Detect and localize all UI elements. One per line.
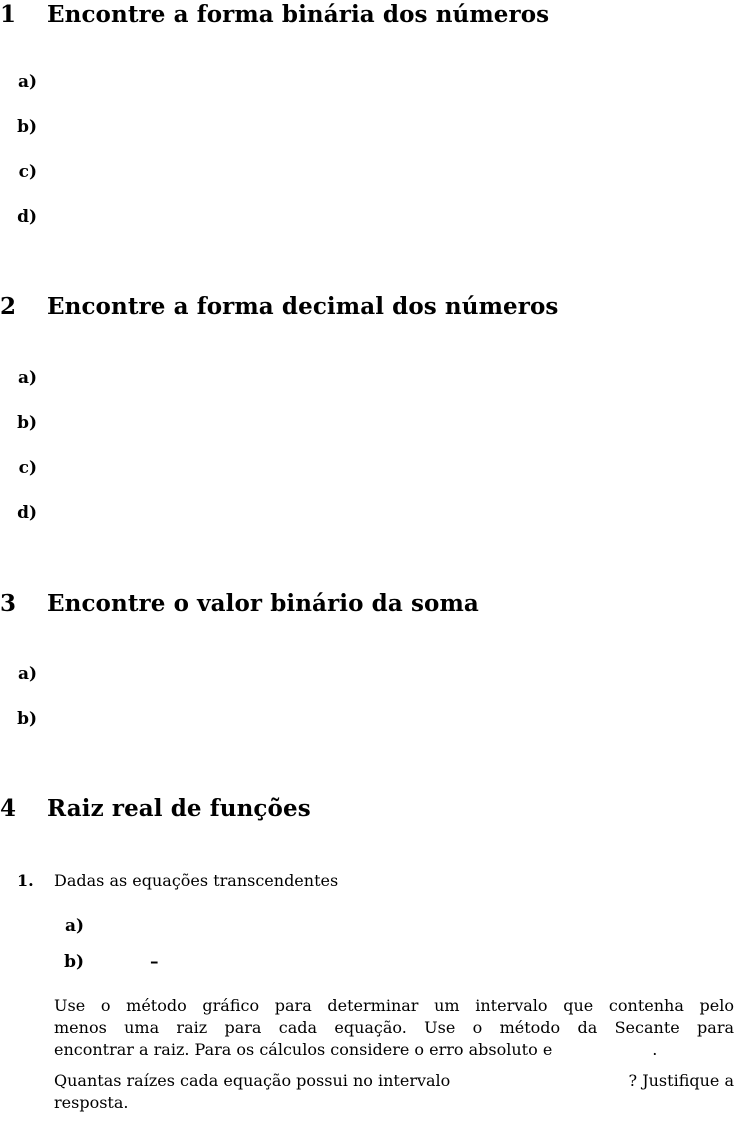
paragraph-2-line-2: resposta. (54, 1093, 129, 1112)
section-1-item-a: a) (17, 72, 37, 92)
paragraph-2-line-1 (54, 1070, 734, 1092)
paragraph-1-line-2: menos uma raiz para cada equação. Use o método da Secante para (54, 1018, 734, 1037)
question-4-1-paragraph-1 (54, 995, 734, 1061)
section-2-item-d: d) (17, 503, 37, 523)
section-4-heading (0, 794, 311, 824)
question-4-1-subitem-a: a) (64, 916, 84, 936)
section-3-item-a: a) (17, 664, 37, 684)
paragraph-1-line-1: Use o método gráfico para determinar um intervalo que contenha pelo (54, 996, 734, 1015)
question-4-1-paragraph-2 (54, 1070, 734, 1114)
paragraph-1-line-3-end: . (652, 1040, 658, 1059)
section-4-number: 4 (0, 795, 17, 822)
question-4-1-number: 1. (17, 871, 34, 890)
section-1-number: 1 (0, 1, 17, 28)
section-1-title: Encontre a forma binária dos números (47, 1, 550, 28)
section-3-item-b: b) (17, 709, 37, 729)
section-1-heading (0, 0, 549, 30)
section-2-title: Encontre a forma decimal dos números (47, 293, 559, 320)
section-1-item-b: b) (17, 117, 37, 137)
section-1-item-d: d) (17, 207, 37, 227)
section-1-item-c: c) (18, 162, 37, 182)
section-3-heading (0, 589, 479, 619)
section-4-title: Raiz real de funções (47, 795, 311, 822)
interval-gap (504, 1070, 574, 1092)
section-2-item-b: b) (17, 413, 37, 433)
question-4-1-subitem-b-dash: – (150, 952, 159, 972)
section-2-heading (0, 292, 558, 322)
paragraph-1-line-3-start: encontrar a raiz. Para os cálculos considere o erro absoluto e (54, 1040, 553, 1059)
section-3-number: 3 (0, 590, 17, 617)
paragraph-1-line-3 (54, 1039, 734, 1061)
paragraph-2-line-1-start: Quantas raízes cada equação possui no intervalo (54, 1071, 451, 1090)
section-2-item-a: a) (17, 368, 37, 388)
section-2-number: 2 (0, 293, 17, 320)
section-3-title: Encontre o valor binário da soma (47, 590, 479, 617)
section-2-item-c: c) (18, 458, 37, 478)
question-4-1-subitem-b: b) (64, 952, 84, 972)
paragraph-2-line-1-end: ? Justifique a (628, 1071, 734, 1090)
question-4-1-intro: Dadas as equações transcendentes (54, 871, 339, 890)
